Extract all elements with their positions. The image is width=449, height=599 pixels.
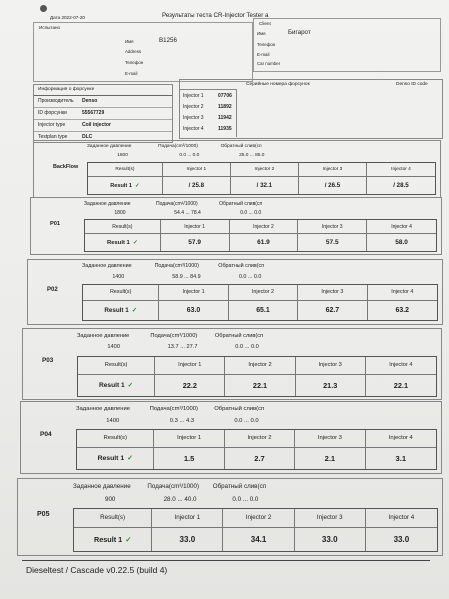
client-name-value: Бигарот <box>288 29 311 36</box>
serial-4-value: 11935 <box>218 126 232 132</box>
injector-3-value: 2.1 <box>295 447 365 469</box>
test-name: P02 <box>47 287 58 293</box>
report-date: Дата 2022-07-20 <box>50 15 85 20</box>
pressure-label: Заданное давление <box>76 406 131 412</box>
serial-3-value: 11942 <box>218 115 232 121</box>
injector-1-header: Injector 1 <box>155 357 225 374</box>
pressure-label: Заданное давление <box>87 144 132 149</box>
injector-4-header: Injector 4 <box>389 362 413 369</box>
pressure-value: 900 <box>105 496 116 503</box>
test-header-labels <box>84 201 262 207</box>
check-mark-icon: ✓ <box>131 306 137 314</box>
test-header-labels <box>76 406 264 412</box>
injector-1-header: Injector 1 <box>152 509 223 527</box>
result-label-cell <box>85 233 161 251</box>
delivery-range: 28.0 ... 40.0 <box>163 496 197 503</box>
client-title: Client <box>259 21 271 26</box>
injector-2-header: Injector 2 <box>225 430 295 447</box>
injector-3-header: Injector 3 <box>296 357 366 374</box>
backflow-label: Обратный слив(cп <box>218 263 265 269</box>
results-table <box>76 429 437 470</box>
test-header-values <box>87 153 283 158</box>
injector-2-header: Injector 2 <box>230 220 299 233</box>
result-label-cell <box>83 300 159 320</box>
injector-info-title: Информация о форсунке <box>38 87 95 92</box>
client-phone-label: Телефон <box>257 42 276 47</box>
backflow-label: Обратный слив(cп <box>220 144 262 149</box>
result-label: Result 1 <box>104 306 129 314</box>
test-header-values <box>77 344 279 350</box>
injector-2-header: Injector 2 <box>229 285 298 300</box>
tested-box <box>33 22 253 82</box>
result-label: Result 1 <box>93 534 123 544</box>
results-header: Result(s) <box>83 285 159 300</box>
delivery-range: 0.3 ... 4.3 <box>169 418 195 424</box>
test-header-values <box>73 496 278 503</box>
injector-3-header: Injector 3 <box>298 220 367 233</box>
check-mark-icon: ✓ <box>134 182 140 189</box>
delivery-label: Подача(cm³/1000) <box>158 144 198 149</box>
test-section <box>17 478 443 556</box>
pressure-value: 1400 <box>106 418 120 424</box>
injector-3-value: 21.3 <box>296 374 366 396</box>
check-mark-icon: ✓ <box>127 382 134 390</box>
results-table <box>82 284 438 321</box>
delivery-label: Подача(cm³/1000) <box>147 483 200 490</box>
pressure-value: 1400 <box>112 274 125 280</box>
injector-4-value: 63.2 <box>368 300 437 320</box>
pressure-label: Заданное давление <box>77 333 130 339</box>
backflow-range: 0.0 ... 0.0 <box>234 418 259 424</box>
client-email-label: E-mail <box>257 52 270 57</box>
injector-3-header: Injector 3 <box>299 163 367 176</box>
injector-4-header: Injector 4 <box>391 223 412 230</box>
serials-title: Серийные номера форсунок <box>246 82 310 87</box>
delivery-label: Подача(cm³/1000) <box>149 406 198 412</box>
injector-3-value: 62.7 <box>298 300 367 320</box>
test-name: BackFlow <box>53 164 79 170</box>
pressure-label: Заданное давление <box>73 483 131 490</box>
injector-2-value: 61.9 <box>230 233 299 251</box>
pressure-label: Заданное давление <box>82 263 132 269</box>
test-header-labels <box>73 483 266 490</box>
serial-2-value: 11892 <box>218 104 232 110</box>
injector-1-value: / 25.8 <box>163 176 231 194</box>
test-header-labels <box>77 333 263 339</box>
backflow-range: 0.0 ... 0.0 <box>238 274 262 280</box>
test-header-values <box>84 210 282 216</box>
injector-3-header: Injector 3 <box>298 285 367 300</box>
injector-2-value: 34.1 <box>223 527 294 551</box>
injector-4-header: Injector 4 <box>391 289 414 296</box>
test-name: P05 <box>37 511 50 518</box>
delivery-label: Подача(cm³/1000) <box>154 263 199 269</box>
results-header: Result(s) <box>85 220 161 233</box>
results-table <box>84 219 437 252</box>
tested-phone-label: Телефон <box>125 60 144 65</box>
serial-1-label: Injector 1 <box>183 93 204 99</box>
brand-logo-icon <box>40 5 47 12</box>
tested-name-label: Имя <box>125 39 134 44</box>
testplan-type-label: Testplan type <box>38 134 68 140</box>
delivery-range: 58.9 ... 84.9 <box>172 274 201 280</box>
results-header: Result(s) <box>78 357 155 374</box>
tested-address-label: Address <box>125 49 142 54</box>
tested-email-label: E-mail <box>125 71 138 76</box>
test-header-values <box>76 418 279 424</box>
injector-1-value: 57.9 <box>161 233 230 251</box>
result-label-cell <box>78 374 155 396</box>
delivery-range: 54.4 ... 78.4 <box>174 210 201 216</box>
check-mark-icon: ✓ <box>132 239 138 246</box>
results-header: Result(s) <box>74 509 152 527</box>
injector-info-box <box>33 84 173 143</box>
serial-2-label: Injector 2 <box>183 104 204 110</box>
injector-3-value: 57.5 <box>298 233 367 251</box>
results-header: Result(s) <box>88 163 163 176</box>
results-table <box>73 508 438 552</box>
backflow-range: 25.0 ... 85.0 <box>239 153 265 158</box>
injector-4-value: 22.1 <box>366 374 436 396</box>
backflow-label: Обратный слив(cп <box>219 201 263 207</box>
results-table <box>87 162 436 195</box>
injector-4-value: 33.0 <box>366 527 437 551</box>
serial-1-value: 07706 <box>218 93 232 99</box>
tested-title: Испытано <box>39 25 61 30</box>
injector-1-value: 22.2 <box>155 374 225 396</box>
serials-box <box>179 79 443 139</box>
test-header-labels <box>82 263 264 269</box>
testplan-type-value: DLC <box>82 134 93 140</box>
injector-3-header: Injector 3 <box>295 430 365 447</box>
delivery-label: Подача(cm³/1000) <box>155 201 198 207</box>
test-section <box>33 140 441 198</box>
delivery-label: Подача(cm³/1000) <box>150 333 198 339</box>
delivery-range: 0.0 ... 0.0 <box>179 153 200 158</box>
footer-version: Dieseltest / Cascade v0.22.5 (build 4) <box>26 565 168 575</box>
backflow-label: Обратный слив(cп <box>214 406 265 412</box>
injector-4-header: Injector 4 <box>388 514 415 522</box>
backflow-label: Обратный слив(cп <box>212 483 267 490</box>
report-title: Результаты теста CR-Injector Tester a <box>162 12 269 19</box>
result-label-cell <box>74 527 152 551</box>
serial-3-label: Injector 3 <box>183 115 204 121</box>
backflow-label: Обратный слив(cп <box>214 333 264 339</box>
injector-id-value: 55567729 <box>82 110 105 116</box>
injector-4-header: Injector 4 <box>391 167 411 173</box>
pressure-value: 1800 <box>114 210 126 216</box>
injector-2-value: 65.1 <box>229 300 298 320</box>
test-header-labels <box>87 144 262 149</box>
injector-3-value: 33.0 <box>295 527 366 551</box>
serial-4-label: Injector 4 <box>183 126 204 132</box>
delivery-range: 13.7 ... 27.7 <box>167 344 198 350</box>
test-name: P01 <box>50 221 61 227</box>
test-section <box>20 401 442 474</box>
results-header: Result(s) <box>77 430 154 447</box>
injector-2-header: Injector 2 <box>223 509 294 527</box>
check-mark-icon: ✓ <box>125 534 132 544</box>
injector-4-value: 3.1 <box>366 447 436 469</box>
client-car-label: Car number <box>257 61 281 66</box>
result-label-cell <box>88 176 163 194</box>
injector-1-value: 1.5 <box>154 447 224 469</box>
manufacturer-value: Denso <box>82 98 98 104</box>
client-name-label: Имя <box>257 31 266 36</box>
result-label: Result 1 <box>106 239 130 246</box>
injector-1-header: Injector 1 <box>159 285 228 300</box>
injector-type-label: Injector type <box>38 122 66 128</box>
injector-4-value: 58.0 <box>367 233 436 251</box>
result-label: Result 1 <box>97 454 125 462</box>
backflow-range: 0.0 ... 0.0 <box>232 496 259 503</box>
injector-4-value: / 28.5 <box>367 176 435 194</box>
injector-2-header: Injector 2 <box>231 163 299 176</box>
manufacturer-label: Производитель <box>38 98 74 104</box>
pressure-label: Заданное давление <box>84 201 131 207</box>
client-box <box>253 18 441 72</box>
results-table <box>77 356 437 397</box>
test-name: P03 <box>42 357 54 364</box>
result-label-cell <box>77 447 154 469</box>
injector-1-header: Injector 1 <box>163 163 231 176</box>
injector-4-header: Injector 4 <box>388 435 413 442</box>
test-section <box>27 259 443 325</box>
test-section <box>22 328 442 400</box>
check-mark-icon: ✓ <box>127 455 133 463</box>
injector-2-value: / 32.1 <box>231 176 299 194</box>
injector-id-label: ID форсунки <box>38 110 67 116</box>
pressure-value: 1400 <box>107 344 120 350</box>
injector-type-value: Coil injector <box>82 122 111 128</box>
result-label: Result 1 <box>110 182 132 189</box>
injector-2-header: Injector 2 <box>225 357 295 374</box>
test-name: P04 <box>40 431 52 438</box>
denso-code-label: Denso ID code <box>396 82 428 87</box>
tested-name-value: B1256 <box>159 37 177 44</box>
injector-3-header: Injector 3 <box>295 509 366 527</box>
injector-1-value: 33.0 <box>152 527 223 551</box>
backflow-range: 0.0 ... 0.0 <box>235 344 259 350</box>
injector-1-header: Injector 1 <box>154 430 224 447</box>
injector-1-value: 63.0 <box>159 300 228 320</box>
backflow-range: 0.0 ... 0.0 <box>240 210 262 216</box>
injector-1-header: Injector 1 <box>161 220 230 233</box>
injector-3-value: / 26.5 <box>299 176 367 194</box>
injector-2-value: 2.7 <box>225 447 295 469</box>
pressure-value: 1600 <box>117 153 128 158</box>
test-header-values <box>82 274 282 280</box>
test-section <box>30 197 442 255</box>
result-label: Result 1 <box>99 381 125 389</box>
injector-2-value: 22.1 <box>225 374 295 396</box>
